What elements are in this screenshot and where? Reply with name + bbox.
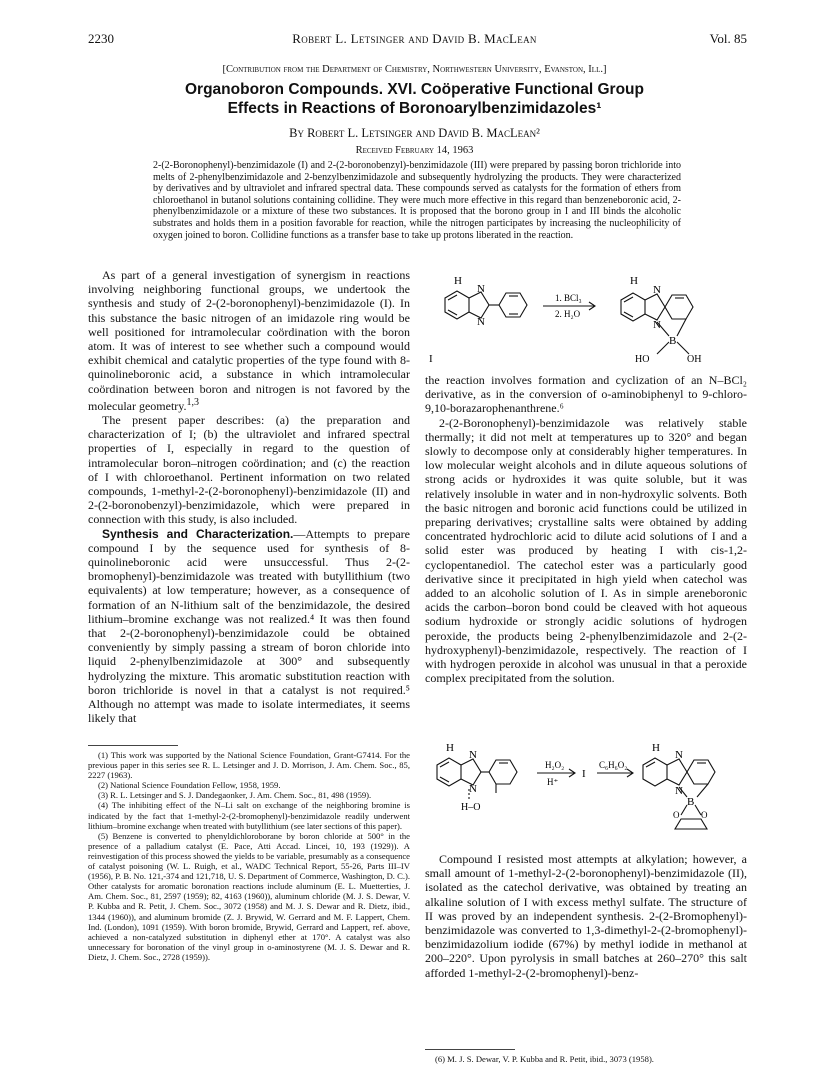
- title-line-2: Effects in Reactions of Boronoarylbenzimidazoles¹: [227, 100, 602, 117]
- scheme1-reagent-2: 2. H₂O: [555, 309, 581, 319]
- right-column-lower: [425, 852, 747, 980]
- contribution-line: [Contribution from the Department of Chemistry, Northwestern University, Evanston, Ill.]: [222, 64, 607, 75]
- paragraph-synthesis-text: —Attempts to prepare compound I by the sequence used for synthesis of 8-quinolineboronic acid were unsuccessful. Thus 2-(2-bromophenyl)-benzimidazole was treated with butyllithium (two equivalents) at low temperature; however, as a consequence of formation of an N-lithium salt of the benzimidazole, the desired lithium–bromine exchange was not realized.⁴ It was then found that 2-(2-boronophenyl)-benzimidazole could be obtained conveniently by simply passing a stream of boron chloride into liquid 2-phenylbenzimidazole at 300° and subsequently hydrolyzing the mixture. This aromatic substitution reaction with boron trichloride is novel in that a catalyst is not required.⁵ Although no attempt was made to isolate intermediates, it seems likely that: [88, 526, 410, 726]
- paragraph-intro: [88, 268, 410, 413]
- scheme2-h-left: H: [446, 742, 454, 754]
- footnotes-right: [425, 1054, 747, 1064]
- footnote-rule: [88, 745, 178, 746]
- footnote-rule-right: [425, 1049, 515, 1050]
- scheme2-n-right-top: N: [675, 749, 683, 761]
- paragraph-intro-text: As part of a general investigation of synergism in reactions involving neighboring functional groups, we undertook the synthesis and study of 2-(2-boronophenyl)-benzimidazole (I). In this substance the basic nitrogen of an imidazole ring would be well positioned for intramolecular coördination with the boron atom. It was of interest to see whether such a compound would exhibit chemical and catalytic properties of the type found with 8-quinolineboronic acid, a substance in which intramolecular coördination between boron and nitrogen is not favored by the molecular geometry.: [88, 268, 410, 413]
- footnote-5: (5) Benzene is converted to phenyldichloroborane by boron chloride at 500° in the presence of a palladium catalyst (E. Pace, Atti Accad. Lincei, 10, 193 (1929)). A reinvestigation of this process showed the yields to be variable, presumably as a consequence of catalyst poisoning (W. L. Ruigh, et al., WADC Technical Report, 55-26, Parts III–IV (1956), P. B. No. 121,-374 and 121,718, U. S. Department of Commerce, Washington, D. C.). Other catalysts for aromatic boronation reactions include aluminum (E. L. Muetterties, J. Am. Chem. Soc., 81, 2597 (1959); 82, 4163 (1960)), aluminum chloride (M. J. S. Dewar, V. P. Kubba and R. Petit, J. Chem. Soc., 3072 (1958) and M. J. S. Dewar and R. Dietz, ibid., 1344 (1960)), and aluminum bromide (Z. J. Brywid, W. Gerrard and M. F. Lappert, Chem. Ind. (London), 1091 (1959). With boron bromide, Brywid, Gerrard and Lappert, ref. above, achieved a non-catalyzed substitution in diphenyl ether at 170°. A catalyst was also unnecessary for boronation of the vinyl group in o-aminostyrene (M. J. S. Dewar and R. Dietz, J. Chem. Soc., 2728 (1959)).: [88, 830, 410, 962]
- scheme1-h-right: H: [630, 275, 638, 287]
- scheme1-h-left: H: [454, 275, 462, 287]
- byline: By Robert L. Letsinger and David B. MacLean²: [289, 126, 540, 140]
- scheme2-n-left-bottom: N: [469, 783, 477, 795]
- paragraph-describes: The present paper describes: (a) the preparation and characterization of I; (b) the ultraviolet and infrared spectral properties of I, especially in regard to the question of intramolecular boron–nitrogen coördination; and (c) the reaction of I with chloroethanol. Pertinent information on two related compounds, 1-methyl-2-(2-boronophenyl)-benzimidazole (II) and 2-(2-boronobenzyl)-benzimidazole, which were prepared in connection with this study, is also included.: [88, 413, 410, 527]
- footnote-2: (2) National Science Foundation Fellow, 1958, 1959.: [98, 780, 281, 791]
- paragraph-cyclization: the reaction involves formation and cyclization of an N–BCl₂ derivative, as in the conversion of o-aminobiphenyl to 9-chloro-9,10-borazarophenanthrene.⁶: [425, 373, 747, 416]
- article-title: [0, 80, 829, 118]
- scheme1-b-atom: B: [669, 335, 677, 347]
- paragraph-stability: 2-(2-Boronophenyl)-benzimidazole was relatively stable thermally; it did not melt at temperatures up to 320° and began slowly to decompose only at considerably higher temperatures. In low molecular weight alcohols and in dilute aqueous solutions of strong acids or hydroxides it was quite soluble, but it was relatively insoluble in water and in non-hydroxylic solvents. Both the basic nitrogen and boronic acid functions could be utilized in preparing derivatives; crystalline salts were obtained by adding concentrated hydrochloric acid to dilute acid solutions of I and a solid ester was produced by heating I with cis-1,2-cyclopentanediol. The catechol ester was a particularly good derivative since it precipitated in high yield when catechol was added to an alcoholic solution of I. As in simple areneboronic acids the carbon–boron bond could be cleaved with hot aqueous sodium hydroxide or strongly acidic solutions of hydrogen peroxide, the products being 2-phenylbenzimidazole and 2-(2-hydroxyphenyl)-benzimidazole, respectively. The reaction of I with hydrogen peroxide in alcohol was unusual in that a peroxide complex precipitated from the solution.: [425, 415, 747, 686]
- footnote-6: (6) M. J. S. Dewar, V. P. Kubba and R. Petit, ibid., 3073 (1958).: [435, 1054, 654, 1064]
- footnote-1: (1) This work was supported by the National Science Foundation, Grant-G7414. For the previous paper in this series see R. L. Letsinger and J. D. Morrison, J. Am. Chem. Soc., 85, 2227 (1963).: [88, 750, 410, 781]
- scheme2-reagent-h2o2: H₂O₂: [545, 760, 565, 770]
- scheme1-ho: HO: [635, 354, 650, 365]
- scheme1-n-right-top: N: [653, 284, 661, 296]
- scheme1-oh: OH: [687, 354, 702, 365]
- scheme2-reagent-catechol: C₆H₆O₂: [599, 760, 628, 770]
- scheme2-n-right-bottom: N: [675, 785, 683, 797]
- scheme2-reagent-h: H⁺: [547, 777, 559, 787]
- scheme1-compound-label: I: [429, 353, 433, 365]
- reaction-scheme-2: [425, 735, 747, 835]
- right-column-upper: [425, 373, 747, 685]
- running-head-authors: Robert L. Letsinger and David B. MacLean: [292, 31, 537, 46]
- footnote-4: (4) The inhibiting effect of the N–Li salt on exchange of the neighboring bromine is indicated by the fact that 1-methyl-2-(2-bromophenyl)-benzimidazole readily underwent lithium–bromine exchange when treated with butyllithium (see later sections of this paper).: [88, 800, 410, 831]
- scheme2-o-left: O: [673, 810, 680, 820]
- scheme1-n-left-bottom: N: [477, 316, 485, 328]
- scheme1-n-right-bottom: N: [653, 319, 661, 331]
- scheme1-n-left-top: N: [477, 283, 485, 295]
- footnotes-left: [88, 750, 410, 962]
- scheme2-o-right: O: [701, 810, 708, 820]
- scheme2-h-right: H: [652, 742, 660, 754]
- scheme2-n-left-top: N: [469, 749, 477, 761]
- abstract: 2-(2-Boronophenyl)-benzimidazole (I) and 2-(2-boronobenzyl)-benzimidazole (III) were prepared by passing boron trichloride into melts of 2-phenylbenzimidazole and 2-benzylbenzimidazole and subsequently hydrolyzing the products. They were characterized by derivatives and by ultraviolet and infrared spectral data. These compounds served as catalysts for the formation of ethers from chloroethanol in butanol solutions containing collidine. They were much more effective in this regard than benzeneboronic acid, 2-phenylbenzimidazole or a mixture of these two substances. It is proposed that the borono group in I and III binds the alcoholic substrates and holds them in a position favorable for reaction, while the nitrogen participates by increasing the nucleophilicity of oxygen joined to boron. Collidine functions as a transfer base to take up protons liberated in the reaction.: [153, 160, 681, 241]
- reaction-scheme-1: [425, 270, 747, 370]
- footnote-3: (3) R. L. Letsinger and S. J. Dandegaonker, J. Am. Chem. Soc., 81, 498 (1959).: [98, 790, 372, 801]
- title-line-1: Organoboron Compounds. XVI. Coöperative Functional Group: [185, 81, 644, 98]
- paragraph-intro-footnote-ref: 1,3: [186, 396, 200, 408]
- left-column: [88, 268, 410, 726]
- scheme2-compound-label: I: [582, 768, 586, 780]
- scheme1-reagent-1: 1. BCl₃: [555, 293, 582, 303]
- scheme2-h-o: H–O: [461, 802, 481, 813]
- paragraph-synthesis: [88, 527, 410, 726]
- paragraph-alkylation: Compound I resisted most attempts at alkylation; however, a small amount of 1-methyl-2-(2-boronophenyl)-benzimidazole (II), isolated as the catechol derivative, was obtained by treating an alkaline solution of I with excess methyl sulfate. The structure of II was proved by an independent synthesis. 2-(2-Bromophenyl)-benzimidazole was converted to 1,3-dimethyl-2-(2-bromophenyl)-benzimidazolium iodide (67%) by methyl iodide in methanol at 200–220°. Upon pyrolysis in small batches at 260–270° this salt afforded 1-methyl-2-(2-bromophenyl)-benz-: [425, 852, 747, 980]
- volume-label: Vol. 85: [709, 31, 747, 46]
- section-heading: Synthesis and Characterization.: [102, 526, 294, 541]
- page-number: 2230: [88, 31, 114, 46]
- scheme2-b-atom: B: [687, 796, 695, 808]
- received-date: Received February 14, 1963: [355, 145, 474, 156]
